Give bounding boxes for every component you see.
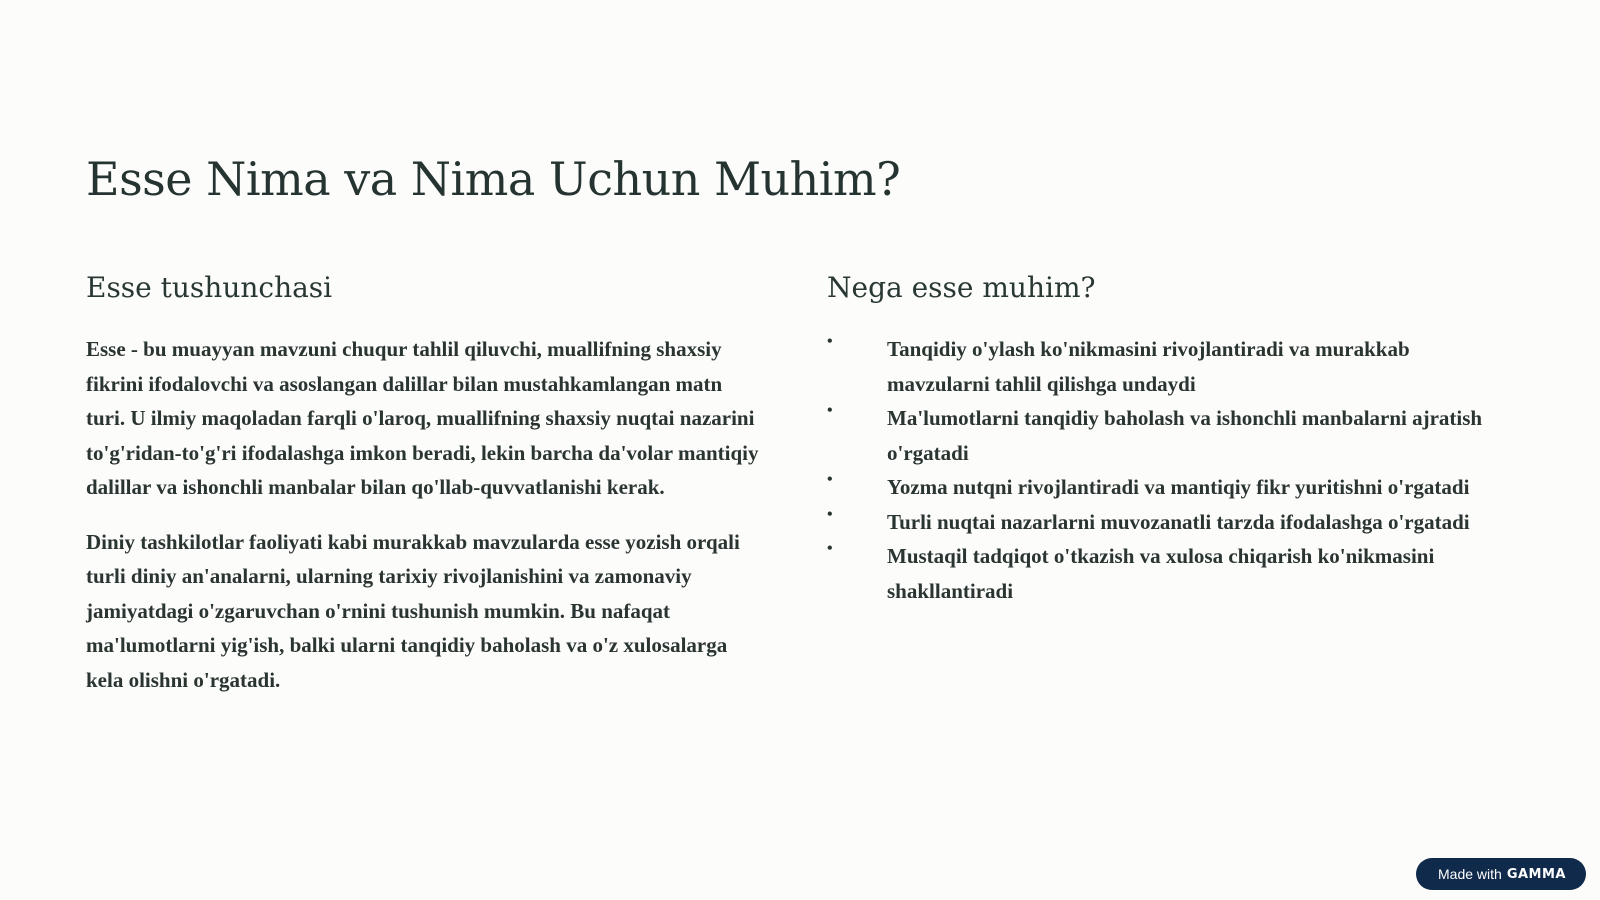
bullet-item xyxy=(827,401,1517,470)
bullet-icon: • xyxy=(827,505,833,523)
bullet-icon: • xyxy=(827,333,833,351)
bullet-item xyxy=(827,539,1517,608)
religious-topics-paragraph: Diniy tashkilotlar faoliyati kabi murakkab mavzularda esse yozish orqali turli diniy an'analarni, ularning tarixiy rivojlanishini va zamonaviy jamiyatdagi o'zgaruvchan o'rnini tushunish mumkin. Bu nafaqat ma'lumotlarni yig'ish, balki ularni tanqidiy baholash va o'z xulosalarga kela olishni o'rgatadi. xyxy=(86,529,740,692)
bullet-text: Mustaqil tadqiqot o'tkazish va xulosa chiqarish ko'nikmasini shakllantiradi xyxy=(887,544,1435,603)
bullet-icon: • xyxy=(827,471,833,489)
why-important-heading: Nega esse muhim? xyxy=(827,271,1096,304)
gamma-logo: GAMMA xyxy=(1506,866,1566,882)
bullet-icon: • xyxy=(827,540,833,558)
bullet-text: Tanqidiy o'ylash ko'nikmasini rivojlantiradi va murakkab mavzularni tahlil qilishga undaydi xyxy=(887,337,1410,396)
importance-bullet-list xyxy=(827,332,1517,608)
bullet-item xyxy=(827,505,1517,540)
why-important-column xyxy=(827,270,1517,608)
made-with-gamma-badge[interactable] xyxy=(1416,858,1586,890)
made-with-label: Made with xyxy=(1438,866,1502,882)
bullet-text: Ma'lumotlarni tanqidiy baholash va ishonchli manbalarni ajratish o'rgatadi xyxy=(887,406,1483,465)
essay-concept-column xyxy=(86,270,766,717)
bullet-text: Yozma nutqni rivojlantiradi va mantiqiy fikr yuritishni o'rgatadi xyxy=(887,475,1470,500)
bullet-item xyxy=(827,332,1517,401)
bullet-text: Turli nuqtai nazarlarni muvozanatli tarzda ifodalashga o'rgatadi xyxy=(887,509,1470,534)
essay-concept-heading: Esse tushunchasi xyxy=(86,271,333,304)
essay-definition-paragraph: Esse - bu muayyan mavzuni chuqur tahlil qiluvchi, muallifning shaxsiy fikrini ifodalovchi va asoslangan dalillar bilan mustahkamlangan matn turi. U ilmiy maqoladan farqli o'laroq, muallifning shaxsiy nuqtai nazarini to'g'ridan-to'g'ri ifodalashga imkon beradi, lekin barcha da'volar mantiqiy dalillar va ishonchli manbalar bilan qo'llab-quvvatlanishi kerak. xyxy=(86,337,759,500)
slide-title: Esse Nima va Nima Uchun Muhim? xyxy=(86,152,901,206)
bullet-icon: • xyxy=(827,402,833,420)
bullet-item xyxy=(827,470,1517,505)
